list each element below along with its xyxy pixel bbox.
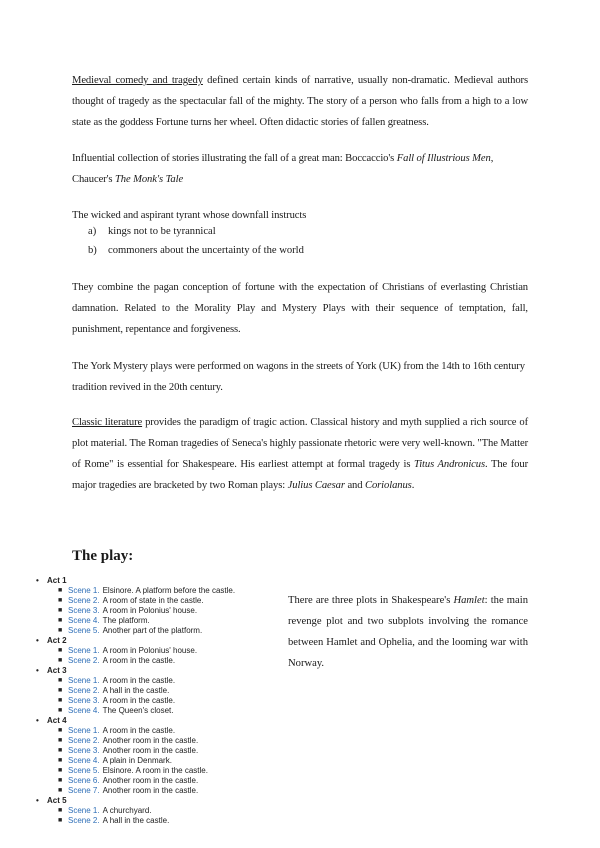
scene-description: A room in Polonius' house. — [102, 606, 198, 615]
scene-link[interactable]: Scene 3. — [68, 746, 100, 755]
scene-link[interactable]: Scene 4. — [68, 616, 100, 625]
square-bullet-icon: ■ — [58, 587, 63, 594]
square-bullet-icon: ■ — [58, 617, 63, 624]
scene-description: A room of state in the castle. — [102, 596, 204, 605]
square-bullet-icon: ■ — [58, 747, 63, 754]
scene-description: A plain in Denmark. — [102, 756, 172, 765]
scene-item — [36, 766, 276, 776]
scene-item — [36, 706, 276, 716]
list-item — [88, 241, 304, 260]
square-bullet-icon: ■ — [58, 647, 63, 654]
scene-list — [36, 576, 276, 826]
square-bullet-icon: ■ — [58, 657, 63, 664]
work-title: Fall of Illustrious Men — [396, 153, 491, 164]
square-bullet-icon: ■ — [58, 757, 63, 764]
list-item — [88, 222, 304, 241]
scene-description: Another room in the castle. — [102, 736, 199, 745]
medieval-link[interactable]: Medieval comedy and tragedy — [72, 75, 203, 86]
scene-description: A room in Polonius' house. — [102, 646, 198, 655]
paragraph-medieval — [72, 70, 528, 133]
scene-description: Elsinore. A room in the castle. — [102, 766, 208, 775]
scene-item — [36, 596, 276, 606]
scene-link[interactable]: Scene 4. — [68, 756, 100, 765]
scene-description: A churchyard. — [102, 806, 152, 815]
bullet-icon: • — [36, 796, 39, 805]
scene-item — [36, 786, 276, 796]
scene-description: A room in the castle. — [102, 726, 176, 735]
scene-link[interactable]: Scene 2. — [68, 656, 100, 665]
scene-description: Another part of the platform. — [102, 626, 203, 635]
scene-link[interactable]: Scene 5. — [68, 626, 100, 635]
act-item — [36, 636, 276, 646]
work-title: Titus Andronicus — [413, 459, 485, 470]
paragraph-text: , Chaucer's — [72, 153, 494, 185]
scene-link[interactable]: Scene 1. — [68, 726, 100, 735]
square-bullet-icon: ■ — [58, 777, 63, 784]
scene-item — [36, 646, 276, 656]
scene-item — [36, 686, 276, 696]
scene-link[interactable]: Scene 1. — [68, 676, 100, 685]
scene-description: Another room in the castle. — [102, 746, 199, 755]
scene-item — [36, 726, 276, 736]
scene-description: A room in the castle. — [102, 676, 176, 685]
act-item — [36, 576, 276, 586]
bullet-icon: • — [36, 636, 39, 645]
paragraph-text: There are three plots in Shakespeare's — [288, 595, 454, 606]
square-bullet-icon: ■ — [58, 687, 63, 694]
scene-link[interactable]: Scene 3. — [68, 696, 100, 705]
scene-link[interactable]: Scene 4. — [68, 706, 100, 715]
square-bullet-icon: ■ — [58, 627, 63, 634]
bullet-icon: • — [36, 576, 39, 585]
act-item — [36, 666, 276, 676]
scene-link[interactable]: Scene 6. — [68, 776, 100, 785]
scene-link[interactable]: Scene 2. — [68, 736, 100, 745]
paragraph-text: Influential collection of stories illustrating the fall of a great man: Boccaccio's — [72, 153, 397, 164]
paragraph-text: . — [411, 480, 415, 491]
paragraph-pagan: They combine the pagan conception of fortune with the expectation of Christians of everlasting Christian damnation. Related to the Morality Play and Mystery Plays with their sequence of temptation, fall, punishment, repentance and forgiveness. — [72, 282, 528, 335]
scene-link[interactable]: Scene 2. — [68, 816, 100, 825]
scene-description: A hall in the castle. — [102, 816, 170, 825]
scene-item — [36, 816, 276, 826]
act-label: Act 5 — [47, 796, 67, 805]
scene-description: A room in the castle. — [102, 656, 176, 665]
square-bullet-icon: ■ — [58, 787, 63, 794]
scene-link[interactable]: Scene 2. — [68, 596, 100, 605]
scene-item — [36, 606, 276, 616]
scene-link[interactable]: Scene 1. — [68, 586, 100, 595]
paragraph-classic — [72, 412, 528, 496]
scene-item — [36, 626, 276, 636]
square-bullet-icon: ■ — [58, 767, 63, 774]
bullet-icon: • — [36, 666, 39, 675]
paragraph-text: defined certain kinds of narrative, usually non-dramatic. Medieval authors thought of tragedy as the spectacular fall of the mighty. The story of a person who falls from a high to a low state as the goddess Fortune turns her wheel. Often didactic stories of fallen greatness. — [72, 75, 528, 128]
square-bullet-icon: ■ — [58, 817, 63, 824]
paragraph-collections — [72, 148, 528, 190]
tyrant-list — [88, 222, 304, 260]
scene-link[interactable]: Scene 3. — [68, 606, 100, 615]
work-title: Julius Caesar — [287, 480, 345, 491]
scene-description: A room in the castle. — [102, 696, 176, 705]
scene-description: The Queen's closet. — [102, 706, 174, 715]
work-title: Hamlet — [453, 595, 485, 606]
scene-item — [36, 806, 276, 816]
scene-item — [36, 736, 276, 746]
work-title: Coriolanus — [365, 480, 412, 491]
bullet-icon: • — [36, 716, 39, 725]
scene-item — [36, 696, 276, 706]
act-label: Act 2 — [47, 636, 67, 645]
scene-description: A hall in the castle. — [102, 686, 170, 695]
square-bullet-icon: ■ — [58, 807, 63, 814]
list-marker: b) — [88, 245, 97, 256]
paragraph-text: . The four major tragedies are bracketed by two Roman plays: — [72, 459, 528, 491]
act-item — [36, 796, 276, 806]
scene-item — [36, 776, 276, 786]
scene-item — [36, 746, 276, 756]
square-bullet-icon: ■ — [58, 677, 63, 684]
act-label: Act 1 — [47, 576, 67, 585]
scene-link[interactable]: Scene 5. — [68, 766, 100, 775]
scene-item — [36, 656, 276, 666]
scene-description: Elsinore. A platform before the castle. — [102, 586, 236, 595]
square-bullet-icon: ■ — [58, 597, 63, 604]
classic-literature-link[interactable]: Classic literature — [72, 417, 143, 428]
paragraph-plots — [288, 590, 528, 674]
scene-item — [36, 676, 276, 686]
act-item — [36, 716, 276, 726]
square-bullet-icon: ■ — [58, 607, 63, 614]
act-label: Act 4 — [47, 716, 67, 725]
scene-item — [36, 756, 276, 766]
paragraph-text: provides the paradigm of tragic action. Classical history and myth supplied a rich source of plot material. The Roman tragedies of Seneca's highly passionate rhetoric were very well-known. "The Matter of Rome" is essential for Shakespeare. His earliest attempt at formal tragedy is — [72, 417, 529, 470]
scene-link[interactable]: Scene 2. — [68, 686, 100, 695]
scene-item — [36, 616, 276, 626]
scene-link[interactable]: Scene 7. — [68, 786, 100, 795]
scene-item — [36, 586, 276, 596]
work-title: The Monk's Tale — [114, 174, 184, 185]
scene-description: The platform. — [102, 616, 150, 625]
scene-description: Another room in the castle. — [102, 786, 199, 795]
list-item-text: commoners about the uncertainty of the world — [108, 245, 304, 256]
scene-link[interactable]: Scene 1. — [68, 646, 100, 655]
scene-link[interactable]: Scene 1. — [68, 806, 100, 815]
square-bullet-icon: ■ — [58, 737, 63, 744]
paragraph-text: : the main revenge plot and two subplots involving the romance between Hamlet and Ophelia, and the looming war with Norway. — [288, 595, 528, 669]
square-bullet-icon: ■ — [58, 697, 63, 704]
square-bullet-icon: ■ — [58, 727, 63, 734]
paragraph-york: The York Mystery plays were performed on wagons in the streets of York (UK) from the 14th to 16th century tradition revived in the 20th century. — [72, 361, 525, 393]
list-marker: a) — [88, 226, 97, 237]
scene-description: Another room in the castle. — [102, 776, 199, 785]
list-item-text: kings not to be tyrannical — [108, 226, 216, 237]
paragraph-text: and — [344, 480, 365, 491]
act-label: Act 3 — [47, 666, 67, 675]
play-heading: The play: — [72, 548, 134, 564]
square-bullet-icon: ■ — [58, 707, 63, 714]
paragraph-tyrant: The wicked and aspirant tyrant whose downfall instructs — [72, 210, 307, 221]
